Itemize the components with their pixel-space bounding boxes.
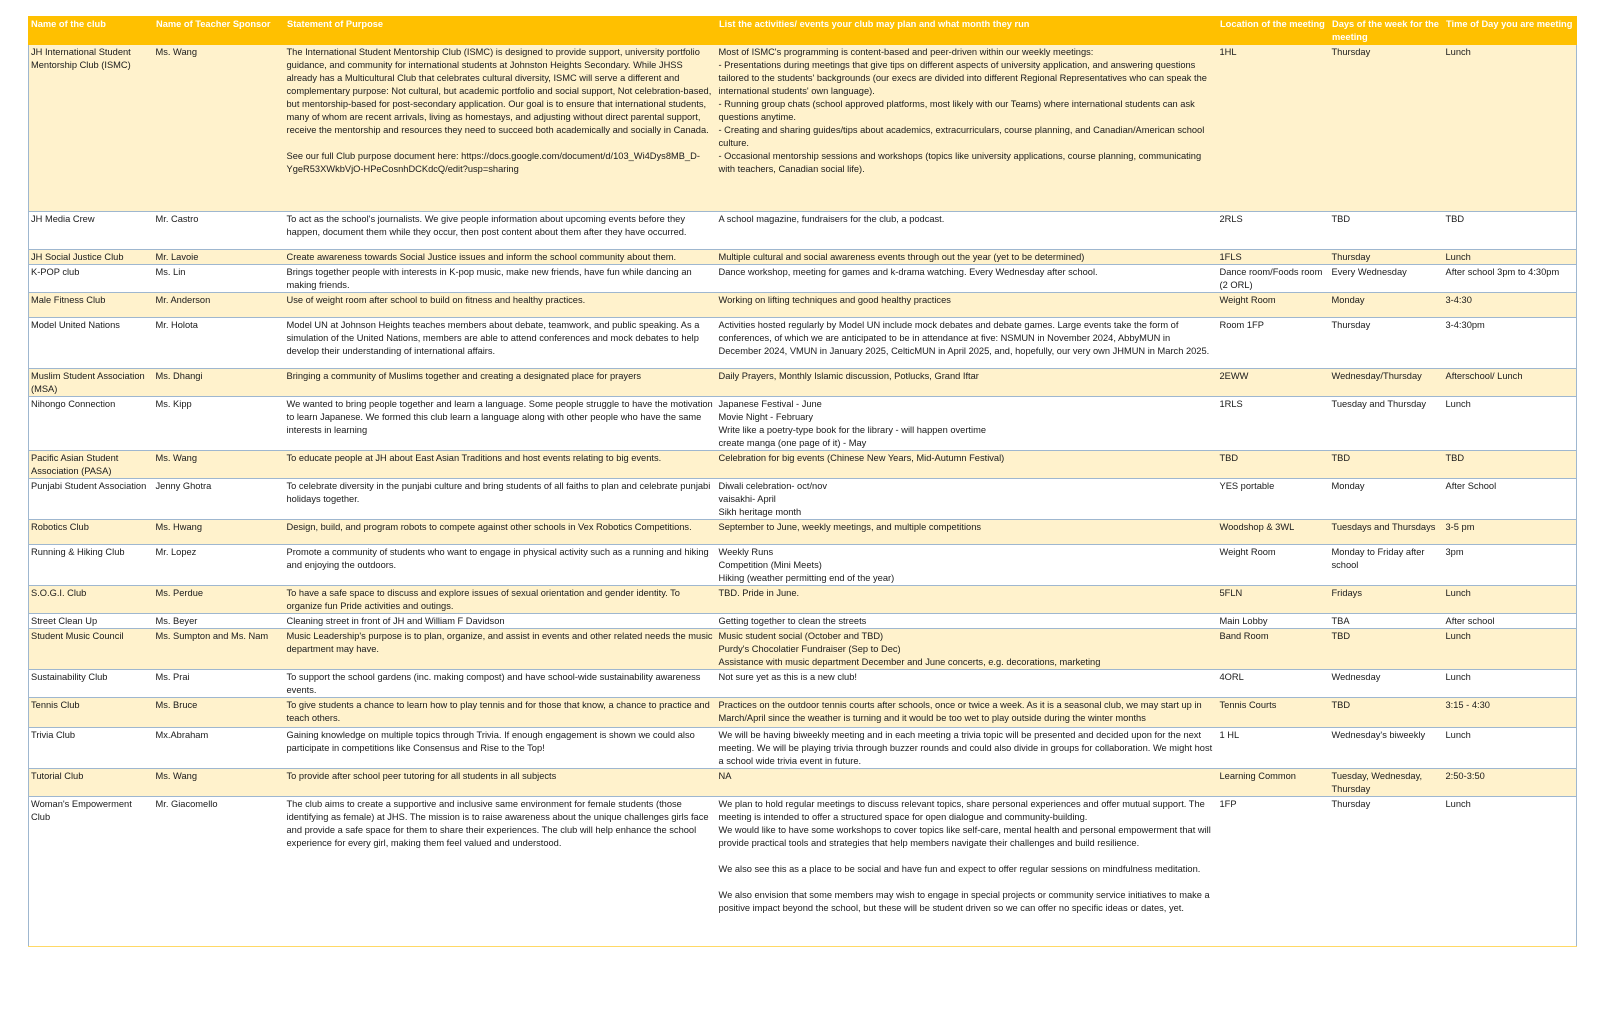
cell-location: TBD (1218, 451, 1330, 479)
cell-activities: We will be having biweekly meeting and in each meeting a trivia topic will be presented and decided upon for the next meeting. We will be playing trivia through buzzer rounds and could also divide in groups for collaboration. We might host a school wide trivia event in future. (717, 728, 1218, 769)
cell-location: 1RLS (1218, 397, 1330, 451)
cell-activities: We plan to hold regular meetings to discuss relevant topics, share personal experiences and offer mutual support. The meeting is intended to offer a structured space for open dialogue and community-building. We would like to have some workshops to cover topics like self-care, mental health and personal empowerment that will provide practical tools and strategies that help members navigate their challenges and build resilience. We also see this as a place to be social and have fun and expect to offer regular sessions on mindfulness meditation. We also envision that some members may wish to engage in special projects or community service initiatives to make a positive impact beyond the school, but these will be student driven so we can offer no specific ideas or dates, yet. (717, 797, 1218, 947)
cell-sponsor: Ms. Lin (154, 265, 285, 293)
cell-club: JH Social Justice Club (29, 250, 154, 265)
cell-club: Woman's Empowerment Club (29, 797, 154, 947)
cell-days: Fridays (1330, 586, 1444, 614)
cell-sponsor: Ms. Wang (154, 451, 285, 479)
cell-activities: Working on lifting techniques and good healthy practices (717, 293, 1218, 318)
table-row (29, 250, 1577, 265)
cell-purpose: The club aims to create a supportive and inclusive same environment for female students (those identifying as female) at JHS. The mission is to raise awareness about the unique challenges girls face and provide a safe space for them to share their experiences. The club will help enhance the school experience for every girl, making them feel valued and understood. (285, 797, 717, 947)
cell-days: Thursday (1330, 318, 1444, 369)
cell-days: Monday to Friday after school (1330, 545, 1444, 586)
cell-club: Muslim Student Association (MSA) (29, 369, 154, 397)
cell-sponsor: Ms. Dhangi (154, 369, 285, 397)
cell-activities: TBD. Pride in June. (717, 586, 1218, 614)
cell-sponsor: Ms. Beyer (154, 614, 285, 629)
cell-club: Tutorial Club (29, 769, 154, 797)
header-club-name: Name of the club (29, 17, 154, 45)
table-row (29, 451, 1577, 479)
cell-activities: Daily Prayers, Monthly Islamic discussion, Potlucks, Grand Iftar (717, 369, 1218, 397)
table-row (29, 797, 1577, 947)
cell-purpose: To provide after school peer tutoring for all students in all subjects (285, 769, 717, 797)
cell-days: Tuesday and Thursday (1330, 397, 1444, 451)
cell-activities: Most of ISMC's programming is content-based and peer-driven within our weekly meetings: - Presentations during meetings that give tips on different aspects of university application, and answering questions tailored to the students' backgrounds (our execs are divided into different Regional Representatives who can speak the international students' own language). - Running group chats (school approved platforms, most likely with our Teams) where international students can ask questions anytime. - Creating and sharing guides/tips about academics, extracurriculars, course planning, and Canadian/American school culture. - Occasional mentorship sessions and workshops (topics like university applications, course planning, communicating with teachers, Canadian social life). (717, 45, 1218, 212)
cell-activities: Japanese Festival - June Movie Night - February Write like a poetry-type book for the library - will happen overtime create manga (one page of it) - May (717, 397, 1218, 451)
cell-time: Afterschool/ Lunch (1444, 369, 1577, 397)
cell-purpose: Create awareness towards Social Justice issues and inform the school community about them. (285, 250, 717, 265)
cell-purpose: Promote a community of students who want to engage in physical activity such as a running and hiking and enjoying the outdoors. (285, 545, 717, 586)
cell-activities: Diwali celebration- oct/nov vaisakhi- April Sikh heritage month (717, 479, 1218, 520)
cell-days: Wednesday's biweekly (1330, 728, 1444, 769)
table-row (29, 212, 1577, 250)
header-statement-of-purpose: Statement of Purpose (285, 17, 717, 45)
cell-days: Monday (1330, 293, 1444, 318)
cell-location: 5FLN (1218, 586, 1330, 614)
cell-purpose: To support the school gardens (inc. making compost) and have school-wide sustainability awareness events. (285, 670, 717, 698)
cell-location: Weight Room (1218, 293, 1330, 318)
cell-location: 2RLS (1218, 212, 1330, 250)
cell-purpose: Gaining knowledge on multiple topics through Trivia. If enough engagement is shown we could also participate in competitions like Consensus and Rise to the Top! (285, 728, 717, 769)
cell-time: 3-5 pm (1444, 520, 1577, 545)
table-row (29, 369, 1577, 397)
cell-location: Main Lobby (1218, 614, 1330, 629)
cell-time: After school (1444, 614, 1577, 629)
table-row (29, 586, 1577, 614)
table-row (29, 293, 1577, 318)
cell-location: Room 1FP (1218, 318, 1330, 369)
cell-activities: A school magazine, fundraisers for the club, a podcast. (717, 212, 1218, 250)
cell-sponsor: Mr. Holota (154, 318, 285, 369)
cell-purpose: We wanted to bring people together and learn a language. Some people struggle to have the motivation to learn Japanese. We formed this club learn a language along with other people who have the same interests in learning (285, 397, 717, 451)
cell-club: JH International Student Mentorship Club (ISMC) (29, 45, 154, 212)
cell-days: TBD (1330, 451, 1444, 479)
cell-purpose: Brings together people with interests in K-pop music, make new friends, have fun while dancing an making friends. (285, 265, 717, 293)
cell-time: Lunch (1444, 250, 1577, 265)
cell-time: Lunch (1444, 586, 1577, 614)
cell-activities: Weekly Runs Competition (Mini Meets) Hiking (weather permitting end of the year) (717, 545, 1218, 586)
cell-club: Tennis Club (29, 698, 154, 728)
table-row (29, 318, 1577, 369)
cell-club: Street Clean Up (29, 614, 154, 629)
cell-days: Thursday (1330, 797, 1444, 947)
cell-time: 3-4:30 (1444, 293, 1577, 318)
cell-time: Lunch (1444, 728, 1577, 769)
cell-sponsor: Mr. Lavoie (154, 250, 285, 265)
cell-days: Wednesday/Thursday (1330, 369, 1444, 397)
header-days: Days of the week for the meeting (1330, 17, 1444, 45)
cell-location: Weight Room (1218, 545, 1330, 586)
table-row (29, 769, 1577, 797)
cell-time: TBD (1444, 451, 1577, 479)
cell-activities: Music student social (October and TBD) Purdy's Chocolatier Fundraiser (Sep to Dec) Assistance with music department December and June concerts, e.g. decorations, marketing (717, 629, 1218, 670)
cell-activities: Celebration for big events (Chinese New Years, Mid-Autumn Festival) (717, 451, 1218, 479)
cell-time: TBD (1444, 212, 1577, 250)
cell-time: Lunch (1444, 670, 1577, 698)
cell-sponsor: Ms. Bruce (154, 698, 285, 728)
table-row (29, 45, 1577, 212)
cell-club: Nihongo Connection (29, 397, 154, 451)
cell-sponsor: Ms. Prai (154, 670, 285, 698)
cell-sponsor: Ms. Perdue (154, 586, 285, 614)
table-row (29, 479, 1577, 520)
cell-location: 4ORL (1218, 670, 1330, 698)
cell-sponsor: Mr. Lopez (154, 545, 285, 586)
cell-days: Every Wednesday (1330, 265, 1444, 293)
cell-time: Lunch (1444, 45, 1577, 212)
cell-purpose: The International Student Mentorship Club (ISMC) is designed to provide support, university portfolio guidance, and community for international students at Johnston Heights Secondary. While JHSS already has a Multicultural Club that celebrates cultural diversity, ISMC will serve a different and complementary purpose: Not cultural, but academic portfolio and social support, Not celebration-based, but mentorship-based for post-secondary application. Our goal is to ensure that international students, many of whom are recent arrivals, living as homestays, and adjusting without direct parental support, receive the mentorship and resources they need to succeed both academically and socially in Canada. See our full Club purpose document here: https://docs.google.com/document/d/103_Wi4Dys8MB_D-YgeR53XWkbVjO-HPeCosnhDCKdcQ/edit?usp=sharing (285, 45, 717, 212)
cell-purpose: Design, build, and program robots to compete against other schools in Vex Robotics Competitions. (285, 520, 717, 545)
cell-days: Tuesday, Wednesday, Thursday (1330, 769, 1444, 797)
cell-time: After school 3pm to 4:30pm (1444, 265, 1577, 293)
cell-location: Woodshop & 3WL (1218, 520, 1330, 545)
cell-sponsor: Mr. Giacomello (154, 797, 285, 947)
cell-days: Tuesdays and Thursdays (1330, 520, 1444, 545)
cell-location: 2EWW (1218, 369, 1330, 397)
cell-location: Band Room (1218, 629, 1330, 670)
cell-activities: NA (717, 769, 1218, 797)
cell-location: Learning Common (1218, 769, 1330, 797)
cell-club: Running & Hiking Club (29, 545, 154, 586)
cell-club: Trivia Club (29, 728, 154, 769)
cell-days: Monday (1330, 479, 1444, 520)
cell-days: TBD (1330, 698, 1444, 728)
cell-sponsor: Ms. Hwang (154, 520, 285, 545)
cell-club: JH Media Crew (29, 212, 154, 250)
clubs-table (28, 16, 1577, 947)
cell-club: Male Fitness Club (29, 293, 154, 318)
cell-days: TBD (1330, 629, 1444, 670)
cell-time: Lunch (1444, 397, 1577, 451)
cell-time: Lunch (1444, 797, 1577, 947)
cell-location: 1 HL (1218, 728, 1330, 769)
cell-sponsor: Ms. Sumpton and Ms. Nam (154, 629, 285, 670)
table-row (29, 614, 1577, 629)
cell-location: 1HL (1218, 45, 1330, 212)
cell-activities: Practices on the outdoor tennis courts after schools, once or twice a week. As it is a seasonal club, we may start up in March/April since the weather is turning and it would be too wet to play outside during the winter months (717, 698, 1218, 728)
table-row (29, 629, 1577, 670)
cell-activities: Activities hosted regularly by Model UN include mock debates and debate games. Large events take the form of conferences, of which we are anticipated to be in attendance at five: NSMUN in November 2024, AbbyMUN in December 2024, VMUN in January 2025, CelticMUN in April 2025, and, hopefully, our very own JHMUN in March 2025. (717, 318, 1218, 369)
cell-sponsor: Jenny Ghotra (154, 479, 285, 520)
cell-purpose: Use of weight room after school to build on fitness and healthy practices. (285, 293, 717, 318)
cell-time: 3pm (1444, 545, 1577, 586)
cell-activities: Multiple cultural and social awareness events through out the year (yet to be determined) (717, 250, 1218, 265)
cell-time: 3-4:30pm (1444, 318, 1577, 369)
header-teacher-sponsor: Name of Teacher Sponsor (154, 17, 285, 45)
header-location: Location of the meeting (1218, 17, 1330, 45)
cell-activities: September to June, weekly meetings, and multiple competitions (717, 520, 1218, 545)
cell-club: Pacific Asian Student Association (PASA) (29, 451, 154, 479)
cell-days: TBD (1330, 212, 1444, 250)
cell-activities: Not sure yet as this is a new club! (717, 670, 1218, 698)
cell-days: Thursday (1330, 45, 1444, 212)
cell-purpose: To celebrate diversity in the punjabi culture and bring students of all faiths to plan and celebrate punjabi holidays together. (285, 479, 717, 520)
cell-purpose: To act as the school's journalists. We give people information about upcoming events before they happen, document them while they occur, then post content about them after they have occurred. (285, 212, 717, 250)
table-row (29, 698, 1577, 728)
cell-time: 3:15 - 4:30 (1444, 698, 1577, 728)
table-row (29, 265, 1577, 293)
cell-club: Sustainability Club (29, 670, 154, 698)
cell-activities: Getting together to clean the streets (717, 614, 1218, 629)
cell-location: 1FLS (1218, 250, 1330, 265)
cell-location: Tennis Courts (1218, 698, 1330, 728)
cell-purpose: Music Leadership's purpose is to plan, organize, and assist in events and other related needs the music department may have. (285, 629, 717, 670)
cell-sponsor: Ms. Wang (154, 45, 285, 212)
table-row (29, 397, 1577, 451)
cell-club: Robotics Club (29, 520, 154, 545)
cell-club: Punjabi Student Association (29, 479, 154, 520)
cell-club: S.O.G.I. Club (29, 586, 154, 614)
cell-location: YES portable (1218, 479, 1330, 520)
header-row (29, 17, 1577, 45)
cell-sponsor: Mr. Anderson (154, 293, 285, 318)
cell-time: 2:50-3:50 (1444, 769, 1577, 797)
cell-activities: Dance workshop, meeting for games and k-drama watching. Every Wednesday after school. (717, 265, 1218, 293)
cell-location: Dance room/Foods room (2 ORL) (1218, 265, 1330, 293)
cell-days: Wednesday (1330, 670, 1444, 698)
cell-time: Lunch (1444, 629, 1577, 670)
cell-purpose: Model UN at Johnson Heights teaches members about debate, teamwork, and public speaking. As a simulation of the United Nations, members are able to attend conferences and mock debates to help develop their understanding of international affairs. (285, 318, 717, 369)
cell-purpose: Bringing a community of Muslims together and creating a designated place for prayers (285, 369, 717, 397)
table-row (29, 728, 1577, 769)
cell-club: Student Music Council (29, 629, 154, 670)
cell-purpose: Cleaning street in front of JH and William F Davidson (285, 614, 717, 629)
cell-club: K-POP club (29, 265, 154, 293)
cell-purpose: To have a safe space to discuss and explore issues of sexual orientation and gender identity. To organize fun Pride activities and outings. (285, 586, 717, 614)
cell-sponsor: Ms. Kipp (154, 397, 285, 451)
cell-days: TBA (1330, 614, 1444, 629)
table-row (29, 520, 1577, 545)
club-list-sheet (28, 16, 1576, 947)
cell-time: After School (1444, 479, 1577, 520)
cell-location: 1FP (1218, 797, 1330, 947)
table-row (29, 670, 1577, 698)
cell-sponsor: Ms. Wang (154, 769, 285, 797)
header-time: Time of Day you are meeting (1444, 17, 1577, 45)
header-activities: List the activities/ events your club may plan and what month they run (717, 17, 1218, 45)
cell-club: Model United Nations (29, 318, 154, 369)
cell-purpose: To educate people at JH about East Asian Traditions and host events relating to big events. (285, 451, 717, 479)
cell-purpose: To give students a chance to learn how to play tennis and for those that know, a chance to practice and teach others. (285, 698, 717, 728)
cell-sponsor: Mx.Abraham (154, 728, 285, 769)
table-row (29, 545, 1577, 586)
cell-sponsor: Mr. Castro (154, 212, 285, 250)
cell-days: Thursday (1330, 250, 1444, 265)
